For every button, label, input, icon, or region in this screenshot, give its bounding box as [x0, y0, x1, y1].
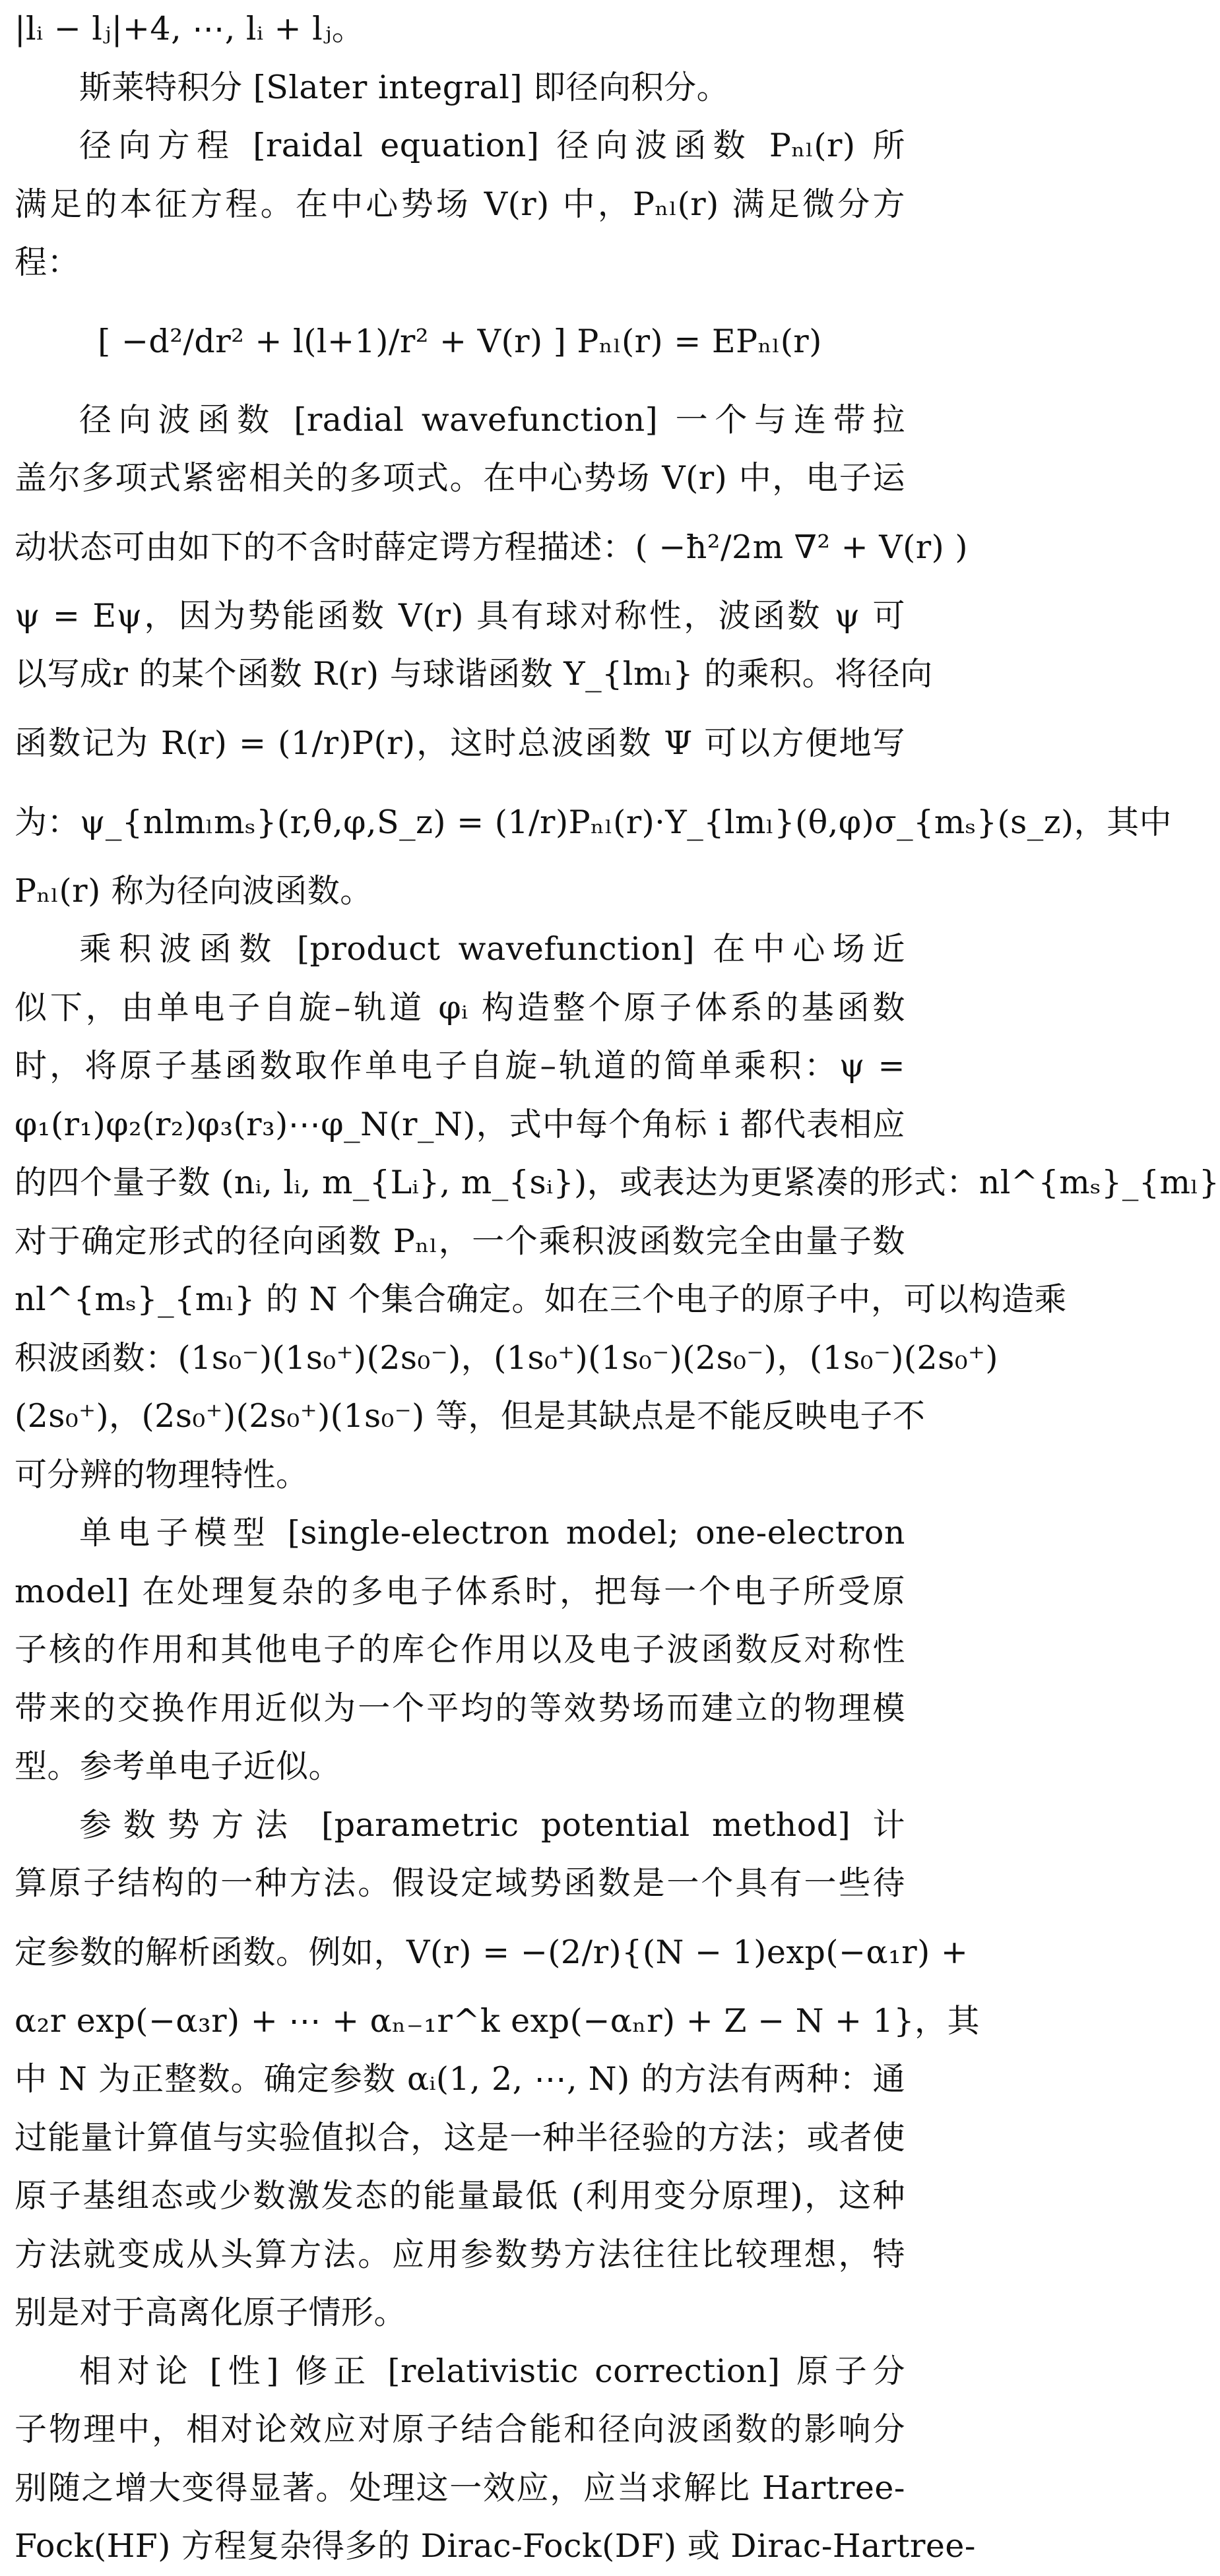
- text-line: (2s₀⁺)，(2s₀⁺)(2s₀⁺)(1s₀⁻) 等，但是其缺点是不能反映电子不: [15, 1397, 926, 1435]
- text-line: 径向方程 [raidal equation] 径向波函数 Pₙₗ(r) 所: [79, 127, 905, 164]
- text-line: 相对论 [性] 修正 [relativistic correction] 原子分: [79, 2352, 905, 2390]
- text-line: 以写成r 的某个函数 R(r) 与球谐函数 Y_{lmₗ} 的乘积。将径向: [15, 655, 933, 693]
- text-line: 原子基组态或少数激发态的能量最低 (利用变分原理)，这种: [15, 2177, 905, 2215]
- text-line: 型。参考单电子近似。: [15, 1747, 342, 1785]
- text-line: 为：ψ_{nlmₗmₛ}(r,θ,φ,S_z) = (1/r)Pₙₗ(r)·Y_{lmₗ}(θ,φ)σ_{mₛ}(s_z)，其中: [15, 803, 1172, 841]
- text-line: 时，将原子基函数取作单电子自旋–轨道的简单乘积：ψ =: [15, 1047, 905, 1084]
- text-line: 算原子结构的一种方法。假设定域势函数是一个具有一些待: [15, 1864, 905, 1902]
- text-line: 径向波函数 [radial wavefunction] 一个与连带拉: [79, 400, 905, 439]
- text-line: Fock(HF) 方程复杂得多的 Dirac-Fock(DF) 或 Dirac-Hartree-: [15, 2527, 976, 2565]
- text-line: 的四个量子数 (nᵢ, lᵢ, m_{Lᵢ}, m_{sᵢ})，或表达为更紧凑的形式：nl^{mₛ}_{mₗ}: [15, 1164, 1220, 1201]
- text-line: 盖尔多项式紧密相关的多项式。在中心势场 V(r) 中，电子运: [15, 459, 905, 497]
- text-line: 函数记为 R(r) = (1/r)P(r)，这时总波函数 Ψ 可以方便地写: [15, 724, 905, 762]
- text-line: 子核的作用和其他电子的库仑作用以及电子波函数反对称性: [15, 1631, 905, 1668]
- text-line: 带来的交换作用近似为一个平均的等效势场而建立的物理模: [15, 1689, 905, 1727]
- text-line: nl^{mₛ}_{mₗ} 的 N 个集合确定。如在三个电子的原子中，可以构造乘: [15, 1280, 1067, 1318]
- text-line: 积波函数：(1s₀⁻)(1s₀⁺)(2s₀⁻)，(1s₀⁺)(1s₀⁻)(2s₀⁻)，(1s₀⁻)(2s₀⁺): [15, 1338, 998, 1377]
- text-line: 别随之增大变得显著。处理这一效应，应当求解比 Hartree-: [15, 2468, 905, 2507]
- text-line: 单电子模型 [single-electron model; one-electron: [79, 1514, 905, 1552]
- text-line: ψ = Eψ，因为势能函数 V(r) 具有球对称性，波函数 ψ 可: [15, 596, 905, 635]
- text-line: 斯莱特积分 [Slater integral] 即径向积分。: [79, 68, 730, 106]
- text-line: α₂r exp(−α₃r) + ⋯ + αₙ₋₁r^k exp(−αₙr) + Z − N + 1}，其: [15, 2001, 980, 2040]
- text-line: 定参数的解析函数。例如，V(r) = −(2/r){(N − 1)exp(−α₁r) +: [15, 1933, 969, 1971]
- text-line: φ₁(r₁)φ₂(r₂)φ₃(r₃)⋯φ_N(r_N)，式中每个角标 i 都代表相应: [15, 1105, 905, 1143]
- text-line: 满足的本征方程。在中心势场 V(r) 中，Pₙₗ(r) 满足微分方: [15, 185, 905, 223]
- text-line: 子物理中，相对论效应对原子结合能和径向波函数的影响分: [15, 2410, 905, 2448]
- text-line: 别是对于高离化原子情形。: [15, 2294, 407, 2331]
- text-line: 似下，由单电子自旋–轨道 φᵢ 构造整个原子体系的基函数: [15, 988, 905, 1026]
- text-line: 乘积波函数 [product wavefunction] 在中心场近: [79, 930, 905, 968]
- text-line: 参数势方法 [parametric potential method] 计: [79, 1806, 905, 1844]
- text-line: 过能量计算值与实验值拟合，这是一种半径验的方法；或者使: [15, 2118, 905, 2156]
- text-line: 动状态可由如下的不含时薛定谔方程描述：( −ħ²/2m ∇² + V(r) ): [15, 528, 968, 566]
- text-line: 方法就变成从头算方法。应用参数势方法往往比较理想，特: [15, 2235, 905, 2273]
- text-line: model] 在处理复杂的多电子体系时，把每一个电子所受原: [15, 1572, 905, 1610]
- text-line: 对于确定形式的径向函数 Pₙₗ，一个乘积波函数完全由量子数: [15, 1222, 905, 1260]
- text-line: 可分辨的物理特性。: [15, 1455, 309, 1493]
- text-line: 中 N 为正整数。确定参数 αᵢ(1, 2, ⋯, N) 的方法有两种：通: [15, 2060, 905, 2098]
- text-line: [ −d²/dr² + l(l+1)/r² + V(r) ] Pₙₗ(r) = EPₙₗ(r): [98, 322, 822, 360]
- text-line: |lᵢ − lⱼ|+4, ⋯, lᵢ + lⱼ。: [15, 10, 365, 47]
- text-line: Pₙₗ(r) 称为径向波函数。: [15, 871, 373, 910]
- text-line: 程：: [15, 243, 80, 281]
